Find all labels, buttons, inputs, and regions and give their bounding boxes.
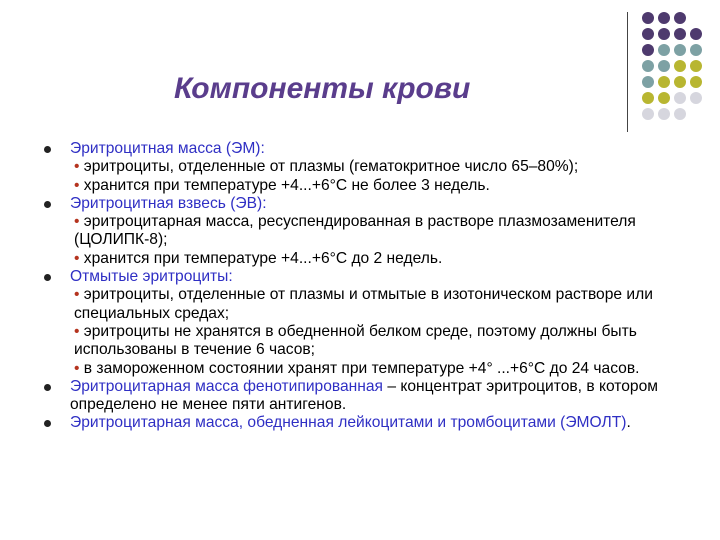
teal-dot	[658, 60, 670, 72]
item-heading: Отмытые эритроциты:	[70, 268, 233, 286]
sub-item	[70, 323, 670, 360]
sub-bullet-icon: •	[74, 359, 84, 377]
olive-dot	[658, 92, 670, 104]
purple-dot	[642, 12, 654, 24]
item-heading-suffix: – концентрат эритроцитов, в котором определено не менее пяти антигенов.	[70, 377, 658, 414]
gray-dot	[658, 108, 670, 120]
item-heading-line	[70, 268, 670, 286]
item-heading-line	[70, 378, 670, 415]
olive-dot	[674, 76, 686, 88]
slide-content	[44, 140, 670, 433]
bullet-icon	[44, 201, 51, 208]
sub-bullet-icon: •	[74, 322, 84, 340]
bullet-icon	[44, 274, 51, 281]
purple-dot	[642, 44, 654, 56]
item-heading-line	[70, 140, 670, 158]
teal-dot	[690, 44, 702, 56]
purple-dot	[658, 12, 670, 24]
sub-bullet-icon: •	[74, 158, 84, 176]
purple-dot	[642, 28, 654, 40]
gray-dot	[674, 108, 686, 120]
list-item	[44, 378, 670, 415]
sub-item-text: эритроциты не хранятся в обедненной белком среде, поэтому должны быть использованы в течение 6 часов;	[74, 322, 637, 359]
gray-dot	[674, 92, 686, 104]
sub-item	[70, 360, 670, 378]
sub-bullet-icon: •	[74, 213, 84, 231]
gray-dot	[642, 108, 654, 120]
teal-dot	[658, 44, 670, 56]
bullet-icon	[44, 384, 51, 391]
sub-item-text: эритроциты, отделенные от плазмы и отмытые в изотоническом растворе или специальных средах;	[74, 286, 653, 322]
olive-dot	[658, 76, 670, 88]
gray-dot	[690, 92, 702, 104]
list-item	[44, 268, 670, 378]
olive-dot	[642, 92, 654, 104]
teal-dot	[642, 60, 654, 72]
sub-item	[70, 213, 670, 250]
sub-item-text: хранится при температуре +4...+6°С до 2 недель.	[83, 249, 443, 267]
sub-item-text: в замороженном состоянии хранят при температуре +4° ...+6°С до 24 часов.	[83, 359, 640, 377]
sub-item	[70, 177, 670, 195]
sub-bullet-icon: •	[74, 176, 84, 194]
list-item	[44, 195, 670, 268]
bullet-icon	[44, 420, 51, 427]
sub-item-text: эритроциты, отделенные от плазмы (гематокритное число 65–80%);	[83, 158, 579, 176]
item-heading: Эритроцитная взвесь (ЭВ):	[70, 194, 267, 212]
list-item	[44, 414, 670, 432]
sub-bullet-icon: •	[74, 286, 84, 304]
sub-item-text: эритроцитарная масса, ресуспендированная в растворе плазмозаменителя (ЦОЛИПК-8);	[74, 213, 636, 249]
item-heading: Эритроцитарная масса фенотипированная	[70, 377, 384, 395]
item-heading-suffix: .	[626, 414, 631, 432]
teal-dot	[674, 44, 686, 56]
purple-dot	[674, 28, 686, 40]
purple-dot	[658, 28, 670, 40]
sub-item	[70, 158, 670, 176]
list-item	[44, 140, 670, 195]
sub-item	[70, 250, 670, 268]
olive-dot	[690, 60, 702, 72]
item-heading: Эритроцитарная масса, обедненная лейкоцитами и тромбоцитами (ЭМОЛТ)	[70, 414, 627, 432]
purple-dot	[674, 12, 686, 24]
sub-item	[70, 286, 670, 323]
slide-title: Компоненты крови	[174, 72, 471, 105]
bullet-icon	[44, 146, 51, 153]
item-heading-line	[70, 414, 670, 432]
olive-dot	[690, 76, 702, 88]
olive-dot	[674, 60, 686, 72]
purple-dot	[690, 28, 702, 40]
item-heading: Эритроцитная масса (ЭМ):	[70, 140, 265, 157]
sub-bullet-icon: •	[74, 249, 84, 267]
item-heading-line	[70, 195, 670, 213]
sub-item-text: хранится при температуре +4...+6°С не более 3 недель.	[83, 176, 490, 194]
teal-dot	[642, 76, 654, 88]
decorative-divider-line	[627, 12, 628, 132]
